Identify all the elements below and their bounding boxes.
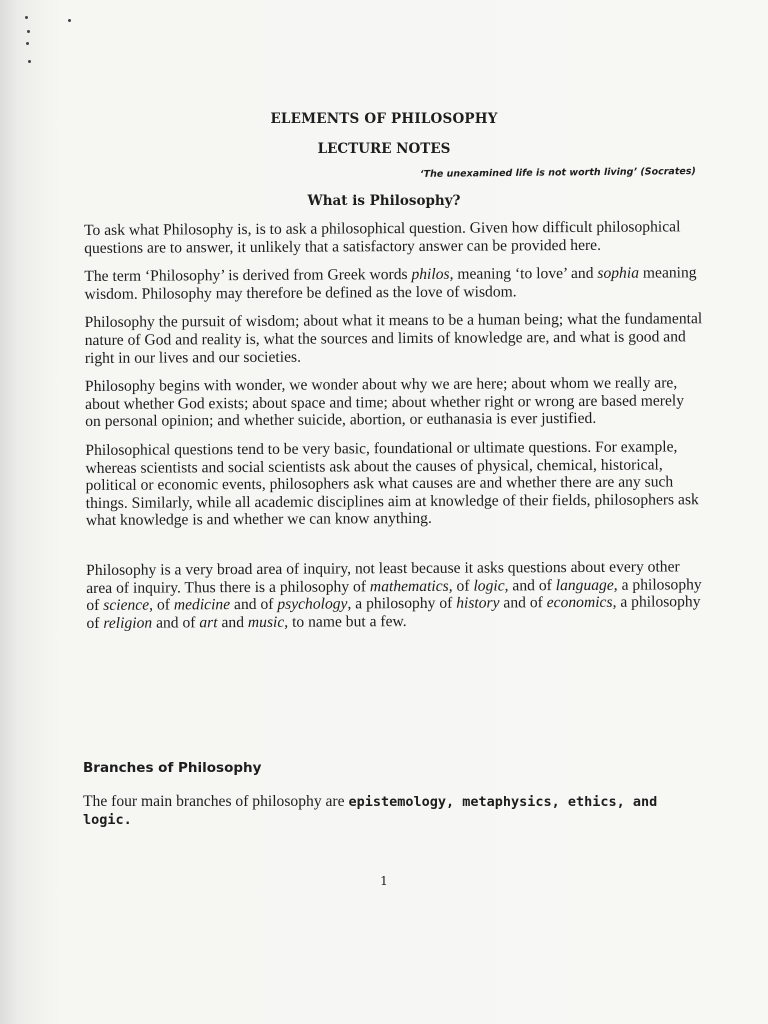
italic-term: medicine [173,596,231,614]
document-subtitle: LECTURE NOTES [317,141,451,157]
branches-intro: The four main branches of philosophy are [83,793,349,810]
text-run: , a philosophy of [86,575,702,615]
italic-term: logic [473,576,505,595]
scan-speck [68,19,71,22]
branches-list: epistemology, metaphysics, ethics, and logic. [83,794,658,828]
page-number: 1 [380,874,388,888]
body-text [84,218,705,643]
italic-term: history [456,594,500,612]
italic-term: sophia [597,264,640,283]
paragraph-1 [84,218,702,257]
text-run: , a philosophy of [347,594,457,613]
text-run: Philosophy the pursuit of wisdom; about what it means to be a human being; what the fundamental nature of God and reality is, what the sources and limits of knowledge are, and what is good and right in our lives and our societies. [84,310,703,367]
scan-speck [25,16,28,19]
scan-speck [28,60,31,63]
text-run: , a philosophy of [86,593,701,632]
text-run: and [217,613,248,631]
epigraph-quote: ‘The unexamined life is not worth living’ (Socrates) [420,166,697,180]
text-run: Philosophical questions tend to be very basic, foundational or ultimate questions. For example, whereas scientists and social scientists ask about the causes of physical, chemical, historical, political or economic events, philosophers ask what causes are and whether there are any such things. Similarly, while all academic disciplines aim at knowledge of their fields, philosophers ask what knowledge is and whether we can know anything. [85,438,699,530]
paragraph-4 [85,374,703,431]
text-run: and of [499,594,547,612]
italic-term: philos [411,265,450,284]
text-run: Philosophy begins with wonder, we wonder about why we are here; about whom we really are, about whether God exists; about space and time; about whether right or wrong are based merely on personal opinion; and whether suicide, abortion, or euthanasia is ever justified. [84,374,685,431]
text-run: meaning wisdom. Philosophy may therefore be defined as the love of wisdom. [84,264,697,303]
text-run: , to name but a few. [284,612,407,631]
document-title: ELEMENTS OF PHILOSOPHY [270,111,498,127]
text-run: Philosophy is a very broad area of inquiry, not least because it asks questions about every other area of inquiry. Thus there is a philosophy of [86,558,680,597]
italic-term: music [247,613,285,631]
scan-speck [27,30,30,33]
italic-term: language [555,576,614,594]
branches-paragraph [83,793,683,829]
text-run: , of [149,596,174,614]
paragraph-2 [84,264,702,303]
text-run: , and of [504,576,556,594]
paragraph-3 [85,311,703,368]
italic-term: art [199,613,218,631]
text-run: The term ‘Philosophy’ is derived from Greek words [84,266,412,286]
branches-heading: Branches of Philosophy [83,760,262,776]
paragraph-6 [86,558,704,632]
text-run: To ask what Philosophy is, is to ask a philosophical question. Given how difficult philosophical questions are to answer, it unlikely that a satisfactory answer can be provided here. [84,218,681,257]
italic-term: economics [546,593,613,612]
italic-term: psychology [277,595,348,613]
section-heading: What is Philosophy? [307,193,461,209]
italic-term: religion [103,614,153,632]
text-run: and of [230,595,278,614]
italic-term: science [103,596,150,614]
scan-speck [26,42,29,45]
text-run: , of [448,577,474,595]
paragraph-5 [85,438,704,530]
text-run: and of [152,613,200,632]
text-run: , meaning ‘to love’ and [449,265,598,283]
italic-term: mathematics [369,577,449,595]
